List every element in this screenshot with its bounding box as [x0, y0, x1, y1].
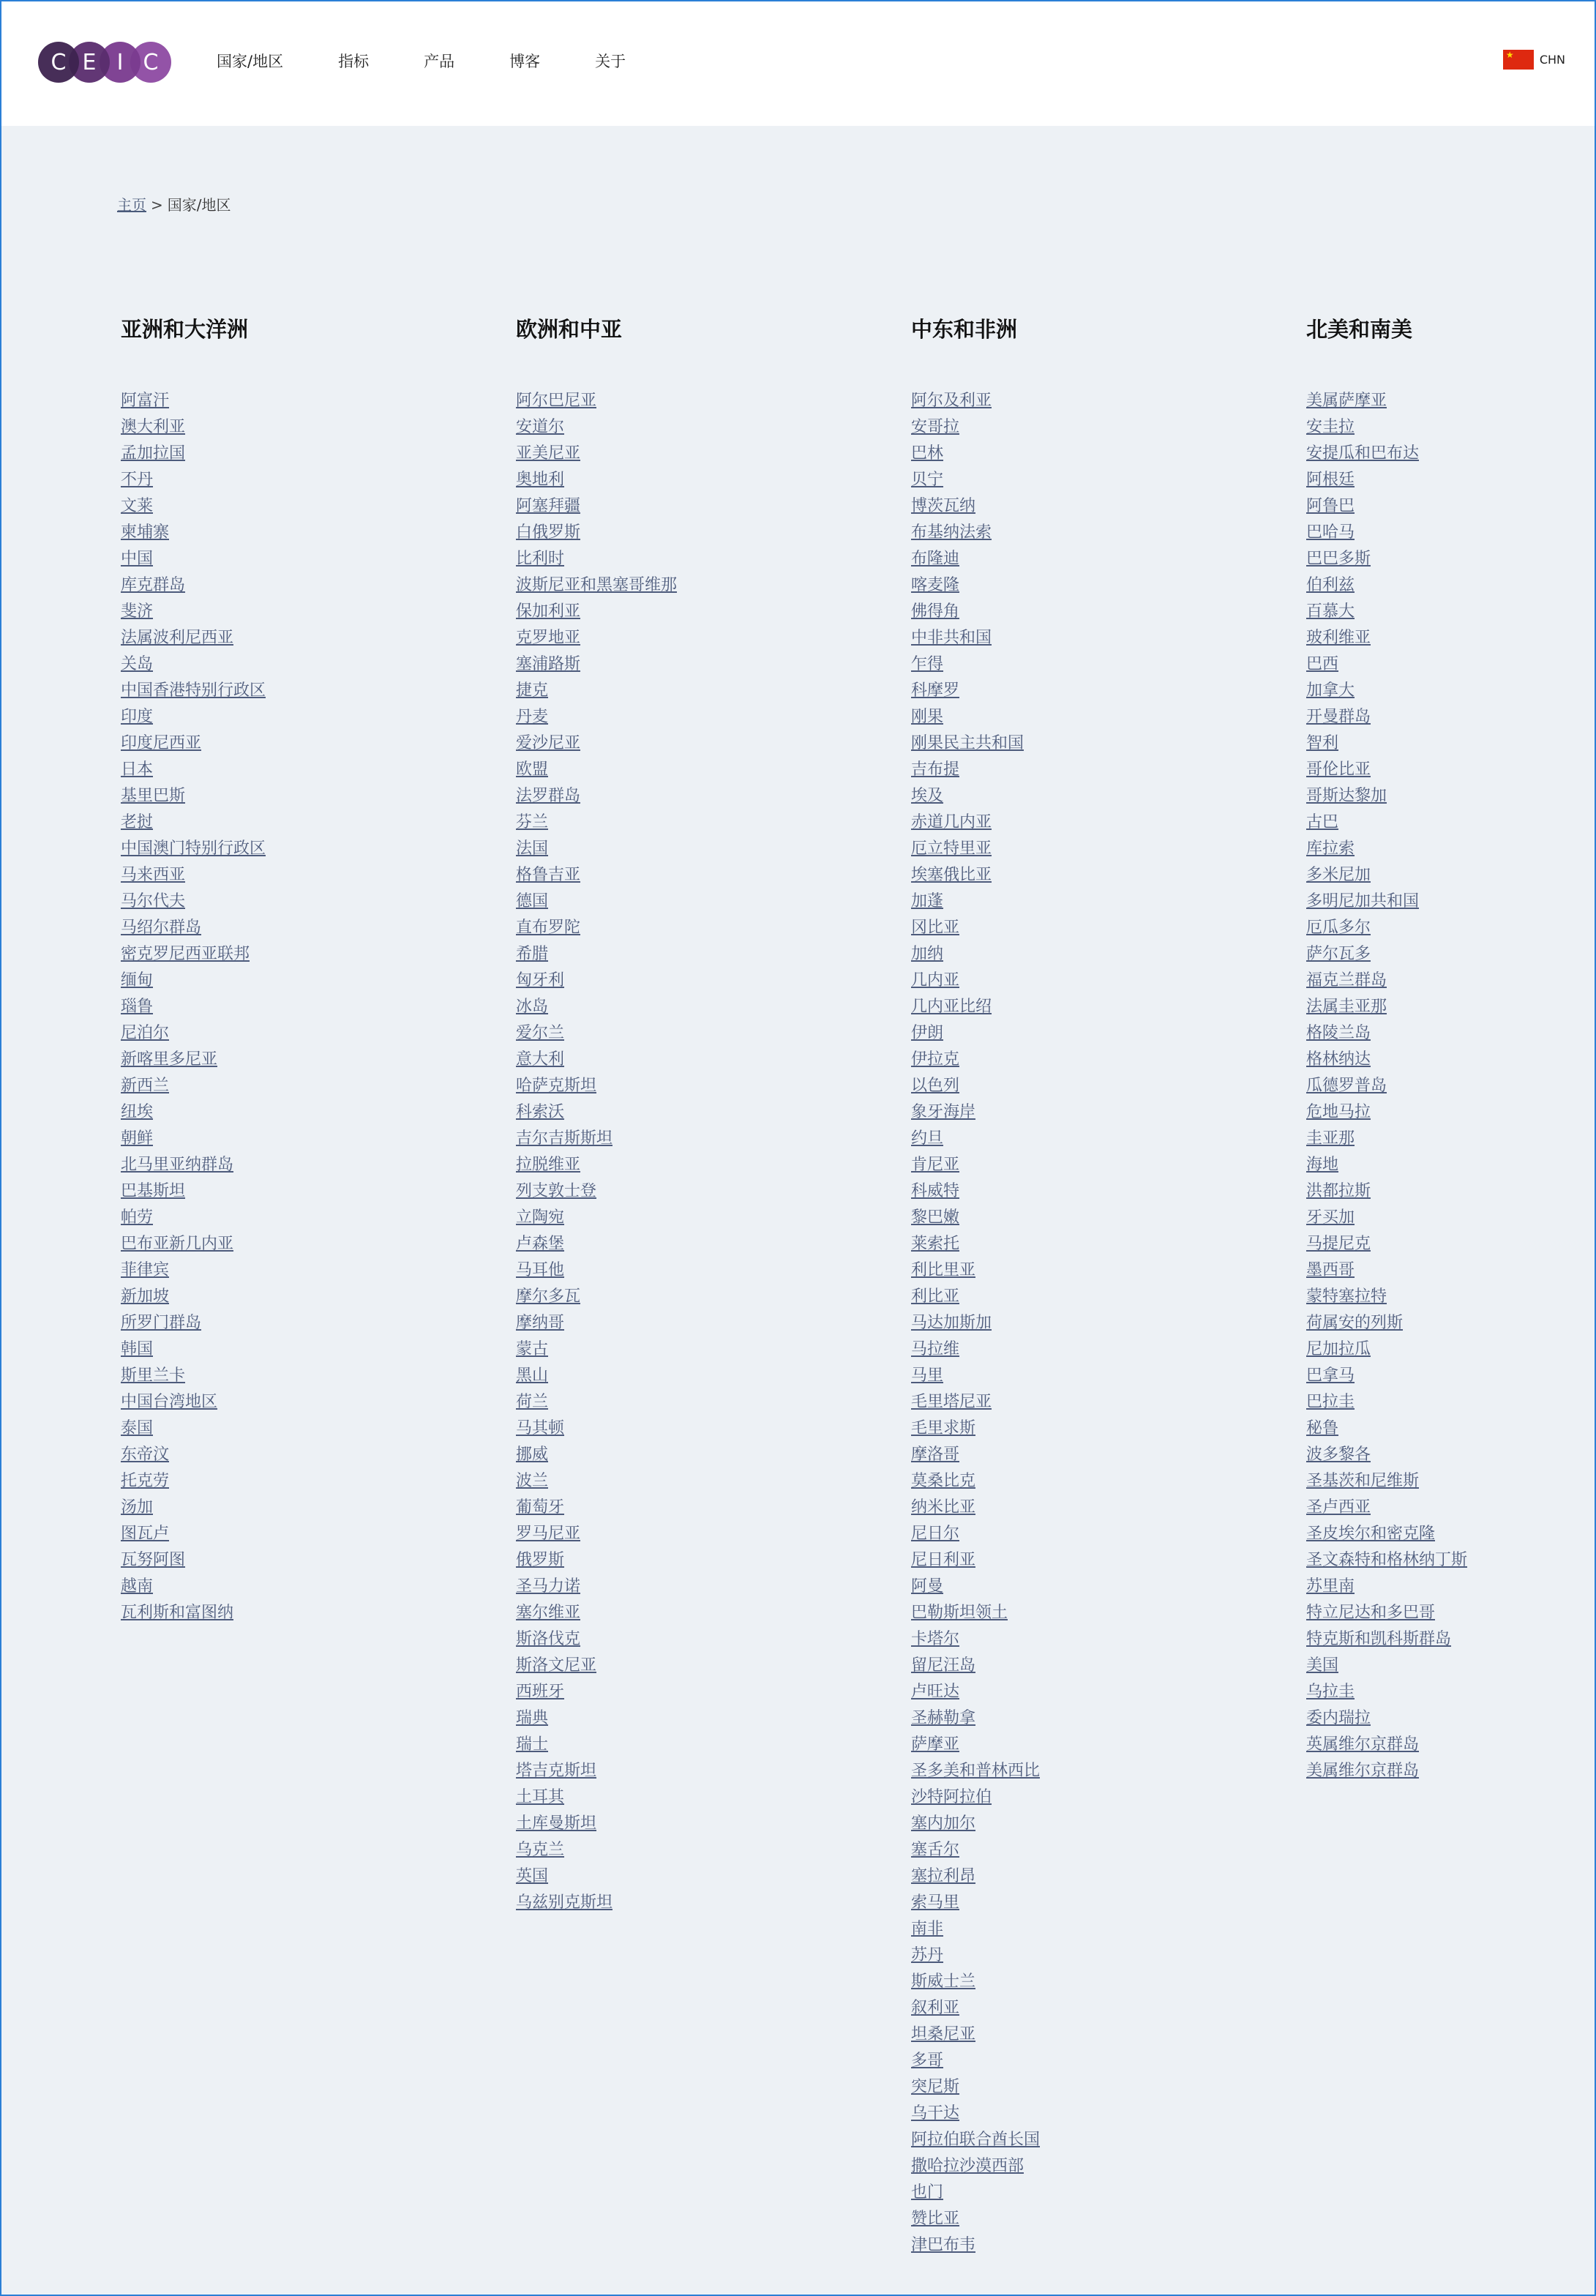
country-link[interactable]: 尼泊尔	[121, 1024, 170, 1042]
country-link[interactable]: 安圭拉	[1306, 418, 1355, 436]
country-link[interactable]: 马拉维	[911, 1340, 960, 1358]
country-link[interactable]: 阿尔巴尼亚	[516, 392, 597, 410]
country-link[interactable]: 保加利亚	[516, 602, 581, 621]
country-list	[1306, 388, 1467, 1784]
country-link[interactable]: 毛里求斯	[911, 1419, 976, 1437]
country-list	[121, 388, 266, 1626]
nav-blog[interactable]: 博客	[509, 53, 541, 70]
country-link[interactable]: 福克兰群岛	[1306, 971, 1387, 990]
country-link[interactable]: 丹麦	[516, 708, 549, 726]
nav-countries[interactable]: 国家/地区	[217, 53, 284, 70]
region-asia-oceania	[121, 309, 266, 1626]
country-link[interactable]: 克罗地亚	[516, 629, 581, 647]
country-link[interactable]: 纽埃	[121, 1103, 154, 1121]
country-link[interactable]: 瓦利斯和富图纳	[121, 1604, 234, 1622]
country-link[interactable]: 海地	[1306, 1156, 1339, 1174]
country-link[interactable]: 伯利兹	[1306, 576, 1355, 594]
country-link[interactable]: 圣赫勒拿	[911, 1709, 976, 1727]
country-link[interactable]: 马来西亚	[121, 866, 186, 884]
country-link[interactable]: 图瓦卢	[121, 1525, 170, 1543]
country-link[interactable]: 巴巴多斯	[1306, 550, 1371, 568]
country-link[interactable]: 刚果	[911, 708, 944, 726]
country-link[interactable]: 开曼群岛	[1306, 708, 1371, 726]
country-link[interactable]: 东帝汶	[121, 1446, 170, 1464]
country-link[interactable]: 蒙特塞拉特	[1306, 1287, 1387, 1306]
country-link[interactable]: 直布罗陀	[516, 919, 581, 937]
country-link[interactable]: 圣卢西亚	[1306, 1498, 1371, 1517]
country-link[interactable]: 安道尔	[516, 418, 565, 436]
country-link[interactable]: 牙买加	[1306, 1208, 1355, 1227]
country-link[interactable]: 斯里兰卡	[121, 1366, 186, 1385]
country-link[interactable]: 日本	[121, 760, 154, 779]
country-link[interactable]: 博茨瓦纳	[911, 497, 976, 515]
country-link[interactable]: 巴布亚新几内亚	[121, 1235, 234, 1253]
country-link[interactable]: 关岛	[121, 655, 154, 673]
country-link[interactable]: 冰岛	[516, 998, 549, 1016]
country-link[interactable]: 摩洛哥	[911, 1446, 960, 1464]
country-link[interactable]: 拉脱维亚	[516, 1156, 581, 1174]
country-link[interactable]: 喀麦隆	[911, 576, 960, 594]
country-link[interactable]: 百慕大	[1306, 602, 1355, 621]
country-link[interactable]: 苏丹	[911, 1946, 944, 1964]
country-link[interactable]: 卢森堡	[516, 1235, 565, 1253]
country-link[interactable]: 新喀里多尼亚	[121, 1050, 218, 1069]
country-link[interactable]: 玻利维亚	[1306, 629, 1371, 647]
country-link[interactable]: 圭亚那	[1306, 1129, 1355, 1148]
country-link[interactable]: 巴哈马	[1306, 523, 1355, 542]
country-link[interactable]: 以色列	[911, 1077, 960, 1095]
country-link[interactable]: 比利时	[516, 550, 565, 568]
country-link[interactable]: 摩纳哥	[516, 1314, 565, 1332]
country-link[interactable]: 赞比亚	[911, 2210, 960, 2228]
language-label: CHN	[1539, 53, 1565, 67]
country-link[interactable]: 莱索托	[911, 1235, 960, 1253]
country-link[interactable]: 尼日尔	[911, 1525, 960, 1543]
country-link[interactable]: 越南	[121, 1577, 154, 1596]
country-link[interactable]: 澳大利亚	[121, 418, 186, 436]
country-link[interactable]: 智利	[1306, 734, 1339, 752]
country-link[interactable]: 塞浦路斯	[516, 655, 581, 673]
country-link[interactable]: 意大利	[516, 1050, 565, 1069]
country-link[interactable]: 文莱	[121, 497, 154, 515]
country-link[interactable]: 哥伦比亚	[1306, 760, 1371, 779]
logo-letter-0: C	[38, 42, 79, 83]
country-link[interactable]: 韩国	[121, 1340, 154, 1358]
country-link[interactable]: 波斯尼亚和黑塞哥维那	[516, 576, 678, 594]
country-link[interactable]: 吉尔吉斯斯坦	[516, 1129, 613, 1148]
country-link[interactable]: 斯威士兰	[911, 1972, 976, 1991]
language-selector[interactable]	[1503, 50, 1565, 70]
breadcrumb-separator: >	[151, 196, 163, 214]
country-link[interactable]: 加蓬	[911, 892, 944, 910]
country-link[interactable]: 菲律宾	[121, 1261, 170, 1279]
country-link[interactable]: 冈比亚	[911, 919, 960, 937]
country-link[interactable]: 秘鲁	[1306, 1419, 1339, 1437]
country-link[interactable]: 纳米比亚	[911, 1498, 976, 1517]
country-link[interactable]: 塞拉利昂	[911, 1867, 976, 1885]
country-link[interactable]: 美属维尔京群岛	[1306, 1762, 1420, 1780]
country-link[interactable]: 赤道几内亚	[911, 813, 992, 831]
country-link[interactable]: 新西兰	[121, 1077, 170, 1095]
country-link[interactable]: 法国	[516, 840, 549, 858]
country-link[interactable]: 卢旺达	[911, 1683, 960, 1701]
country-link[interactable]: 阿曼	[911, 1577, 944, 1596]
country-link[interactable]: 厄瓜多尔	[1306, 919, 1371, 937]
country-link[interactable]: 土库曼斯坦	[516, 1814, 597, 1833]
country-link[interactable]: 列支敦士登	[516, 1182, 597, 1200]
country-link[interactable]: 圣文森特和格林纳丁斯	[1306, 1551, 1468, 1569]
country-link[interactable]: 格陵兰岛	[1306, 1024, 1371, 1042]
country-link[interactable]: 佛得角	[911, 602, 960, 621]
country-link[interactable]: 萨摩亚	[911, 1735, 960, 1754]
country-link[interactable]: 也门	[911, 2183, 944, 2202]
country-link[interactable]: 黎巴嫩	[911, 1208, 960, 1227]
country-list	[911, 388, 1040, 2259]
country-link[interactable]: 库拉索	[1306, 840, 1355, 858]
china-flag-icon	[1503, 50, 1534, 70]
country-link[interactable]: 朝鲜	[121, 1129, 154, 1148]
country-link[interactable]: 加拿大	[1306, 681, 1355, 700]
country-link[interactable]: 肯尼亚	[911, 1156, 960, 1174]
country-link[interactable]: 托克劳	[121, 1472, 170, 1490]
country-link[interactable]: 波多黎各	[1306, 1446, 1371, 1464]
country-link[interactable]: 墨西哥	[1306, 1261, 1355, 1279]
country-link[interactable]: 法属波利尼西亚	[121, 629, 234, 647]
country-link[interactable]: 刚果民主共和国	[911, 734, 1024, 752]
country-link[interactable]: 斯洛伐克	[516, 1630, 581, 1648]
country-link[interactable]: 多米尼加	[1306, 866, 1371, 884]
country-link[interactable]: 象牙海岸	[911, 1103, 976, 1121]
nav-indicators[interactable]: 指标	[338, 53, 370, 70]
country-link[interactable]: 斯洛文尼亚	[516, 1656, 597, 1675]
country-link[interactable]: 马绍尔群岛	[121, 919, 202, 937]
country-link[interactable]: 阿拉伯联合酋长国	[911, 2131, 1041, 2149]
country-link[interactable]: 瑞典	[516, 1709, 549, 1727]
country-link[interactable]: 莫桑比克	[911, 1472, 976, 1490]
site-header	[1, 1, 1595, 126]
country-link[interactable]: 中非共和国	[911, 629, 992, 647]
breadcrumb	[117, 193, 231, 214]
country-link[interactable]: 帕劳	[121, 1208, 154, 1227]
country-link[interactable]: 乌克兰	[516, 1841, 565, 1859]
main-nav	[217, 48, 681, 75]
region-heading: 北美和南美	[1306, 317, 1413, 342]
country-link[interactable]: 英国	[516, 1867, 549, 1885]
country-link[interactable]: 利比亚	[911, 1287, 960, 1306]
country-link[interactable]: 埃塞俄比亚	[911, 866, 992, 884]
country-link[interactable]: 巴西	[1306, 655, 1339, 673]
country-link[interactable]: 留尼汪岛	[911, 1656, 976, 1675]
country-link[interactable]: 塞尔维亚	[516, 1604, 581, 1622]
country-link[interactable]: 白俄罗斯	[516, 523, 581, 542]
region-americas	[1306, 309, 1467, 1784]
country-link[interactable]: 匈牙利	[516, 971, 565, 990]
country-link[interactable]: 利比里亚	[911, 1261, 976, 1279]
country-link[interactable]: 特克斯和凯科斯群岛	[1306, 1630, 1452, 1648]
country-link[interactable]: 爱沙尼亚	[516, 734, 581, 752]
country-link[interactable]: 中国澳门特别行政区	[121, 840, 266, 858]
country-link[interactable]: 芬兰	[516, 813, 549, 831]
country-link[interactable]: 摩尔多瓦	[516, 1287, 581, 1306]
country-link[interactable]: 老挝	[121, 813, 154, 831]
country-link[interactable]: 汤加	[121, 1498, 154, 1517]
country-link[interactable]: 马里	[911, 1366, 944, 1385]
ceic-logo[interactable]	[38, 42, 162, 83]
country-link[interactable]: 瓜德罗普岛	[1306, 1077, 1387, 1095]
country-link[interactable]: 基里巴斯	[121, 787, 186, 805]
country-link[interactable]: 特立尼达和多巴哥	[1306, 1604, 1436, 1622]
country-link[interactable]: 塞内加尔	[911, 1814, 976, 1833]
region-europe-central-asia	[516, 309, 677, 1916]
country-link[interactable]: 马达加斯加	[911, 1314, 992, 1332]
country-link[interactable]: 安哥拉	[911, 418, 960, 436]
country-link[interactable]: 荷属安的列斯	[1306, 1314, 1404, 1332]
country-link[interactable]: 欧盟	[516, 760, 549, 779]
country-link[interactable]: 奥地利	[516, 471, 565, 489]
country-link[interactable]: 埃及	[911, 787, 944, 805]
country-link[interactable]: 北马里亚纳群岛	[121, 1156, 234, 1174]
country-link[interactable]: 布隆迪	[911, 550, 960, 568]
country-link[interactable]: 多哥	[911, 2052, 944, 2070]
country-link[interactable]: 南非	[911, 1920, 944, 1938]
country-link[interactable]: 巴拿马	[1306, 1366, 1355, 1385]
country-link[interactable]: 巴拉圭	[1306, 1393, 1355, 1411]
country-link[interactable]: 叙利亚	[911, 1999, 960, 2017]
region-middle-east-africa	[911, 309, 1040, 2259]
country-link[interactable]: 蒙古	[516, 1340, 549, 1358]
country-link[interactable]: 瓦努阿图	[121, 1551, 186, 1569]
country-link[interactable]: 洪都拉斯	[1306, 1182, 1371, 1200]
country-link[interactable]: 圣马力诺	[516, 1577, 581, 1596]
country-link[interactable]: 波兰	[516, 1472, 549, 1490]
country-link[interactable]: 英属维尔京群岛	[1306, 1735, 1420, 1754]
country-link[interactable]: 吉布提	[911, 760, 960, 779]
country-link[interactable]: 荷兰	[516, 1393, 549, 1411]
country-link[interactable]: 印度尼西亚	[121, 734, 202, 752]
country-link[interactable]: 委内瑞拉	[1306, 1709, 1371, 1727]
country-link[interactable]: 伊拉克	[911, 1050, 960, 1069]
country-link[interactable]: 乍得	[911, 655, 944, 673]
country-link[interactable]: 中国台湾地区	[121, 1393, 218, 1411]
country-link[interactable]: 西班牙	[516, 1683, 565, 1701]
country-link[interactable]: 马提尼克	[1306, 1235, 1371, 1253]
country-link[interactable]: 密克罗尼西亚联邦	[121, 945, 250, 963]
country-link[interactable]: 阿根廷	[1306, 471, 1355, 489]
country-link[interactable]: 加纳	[911, 945, 944, 963]
country-link[interactable]: 阿尔及利亚	[911, 392, 992, 410]
country-link[interactable]: 土耳其	[516, 1788, 565, 1806]
country-link[interactable]: 哈萨克斯坦	[516, 1077, 597, 1095]
region-heading: 中东和非洲	[911, 317, 1018, 342]
country-link[interactable]: 尼日利亚	[911, 1551, 976, 1569]
country-link[interactable]: 马耳他	[516, 1261, 565, 1279]
breadcrumb-current: 国家/地区	[167, 196, 231, 214]
country-link[interactable]: 圣基茨和尼维斯	[1306, 1472, 1420, 1490]
country-link[interactable]: 不丹	[121, 471, 154, 489]
country-link[interactable]: 撒哈拉沙漠西部	[911, 2157, 1024, 2175]
country-link[interactable]: 法罗群岛	[516, 787, 581, 805]
country-link[interactable]: 马尔代夫	[121, 892, 186, 910]
country-link[interactable]: 葡萄牙	[516, 1498, 565, 1517]
country-link[interactable]: 阿塞拜疆	[516, 497, 581, 515]
country-link[interactable]: 挪威	[516, 1446, 549, 1464]
country-link[interactable]: 印度	[121, 708, 154, 726]
country-link[interactable]: 坦桑尼亚	[911, 2025, 976, 2043]
country-link[interactable]: 中国	[121, 550, 154, 568]
country-link[interactable]: 危地马拉	[1306, 1103, 1371, 1121]
country-list	[516, 388, 677, 1916]
country-link[interactable]: 巴基斯坦	[121, 1182, 186, 1200]
country-link[interactable]: 圣皮埃尔和密克隆	[1306, 1525, 1436, 1543]
country-link[interactable]: 德国	[516, 892, 549, 910]
country-link[interactable]: 亚美尼亚	[516, 444, 581, 463]
country-link[interactable]: 斐济	[121, 602, 154, 621]
country-link[interactable]: 立陶宛	[516, 1208, 565, 1227]
country-link[interactable]: 几内亚比绍	[911, 998, 992, 1016]
country-link[interactable]: 哥斯达黎加	[1306, 787, 1387, 805]
country-link[interactable]: 俄罗斯	[516, 1551, 565, 1569]
flag-star-icon: ★	[1505, 50, 1514, 60]
breadcrumb-home-link[interactable]: 主页	[117, 196, 146, 214]
country-link[interactable]: 科索沃	[516, 1103, 565, 1121]
country-link[interactable]: 新加坡	[121, 1287, 170, 1306]
country-link[interactable]: 几内亚	[911, 971, 960, 990]
country-link[interactable]: 尼加拉瓜	[1306, 1340, 1371, 1358]
country-link[interactable]: 萨尔瓦多	[1306, 945, 1371, 963]
country-link[interactable]: 所罗门群岛	[121, 1314, 202, 1332]
country-link[interactable]: 格林纳达	[1306, 1050, 1371, 1069]
logo-letter-3: C	[130, 42, 171, 83]
country-link[interactable]: 捷克	[516, 681, 549, 700]
country-link[interactable]: 瑞士	[516, 1735, 549, 1754]
nav-products[interactable]: 产品	[424, 53, 455, 70]
country-link[interactable]: 厄立特里亚	[911, 840, 992, 858]
country-link[interactable]: 突尼斯	[911, 2078, 960, 2096]
country-link[interactable]: 贝宁	[911, 471, 944, 489]
country-link[interactable]: 安提瓜和巴布达	[1306, 444, 1420, 463]
country-link[interactable]: 马其顿	[516, 1419, 565, 1437]
country-link[interactable]: 法属圭亚那	[1306, 998, 1387, 1016]
logo-letter-1: E	[69, 42, 110, 83]
region-heading: 亚洲和大洋洲	[121, 317, 249, 342]
country-link[interactable]: 卡塔尔	[911, 1630, 960, 1648]
country-link[interactable]: 乌兹别克斯坦	[516, 1893, 613, 1912]
country-link[interactable]: 罗马尼亚	[516, 1525, 581, 1543]
nav-about[interactable]: 关于	[595, 53, 626, 70]
country-link[interactable]: 瑙鲁	[121, 998, 154, 1016]
country-link[interactable]: 美属萨摩亚	[1306, 392, 1387, 410]
country-link[interactable]: 乌拉圭	[1306, 1683, 1355, 1701]
country-link[interactable]: 塞舌尔	[911, 1841, 960, 1859]
country-link[interactable]: 缅甸	[121, 971, 154, 990]
country-link[interactable]: 爱尔兰	[516, 1024, 565, 1042]
region-heading: 欧洲和中亚	[516, 317, 623, 342]
country-link[interactable]: 伊朗	[911, 1024, 944, 1042]
country-link[interactable]: 古巴	[1306, 813, 1339, 831]
country-link[interactable]: 希腊	[516, 945, 549, 963]
country-link[interactable]: 约旦	[911, 1129, 944, 1148]
country-link[interactable]: 黑山	[516, 1366, 549, 1385]
country-link[interactable]: 阿鲁巴	[1306, 497, 1355, 515]
country-link[interactable]: 塔吉克斯坦	[516, 1762, 597, 1780]
country-link[interactable]: 格鲁吉亚	[516, 866, 581, 884]
country-link[interactable]: 布基纳法索	[911, 523, 992, 542]
country-link[interactable]: 美国	[1306, 1656, 1339, 1675]
country-link[interactable]: 毛里塔尼亚	[911, 1393, 992, 1411]
country-link[interactable]: 科威特	[911, 1182, 960, 1200]
country-link[interactable]: 阿富汗	[121, 392, 170, 410]
country-link[interactable]: 中国香港特别行政区	[121, 681, 266, 700]
logo-letter-2: I	[100, 42, 141, 83]
country-link[interactable]: 柬埔寨	[121, 523, 170, 542]
country-link[interactable]: 圣多美和普林西比	[911, 1762, 1041, 1780]
country-link[interactable]: 孟加拉国	[121, 444, 186, 463]
country-link[interactable]: 科摩罗	[911, 681, 960, 700]
country-link[interactable]: 巴林	[911, 444, 944, 463]
country-link[interactable]: 苏里南	[1306, 1577, 1355, 1596]
country-link[interactable]: 库克群岛	[121, 576, 186, 594]
country-link[interactable]: 巴勒斯坦领土	[911, 1604, 1008, 1622]
country-link[interactable]: 泰国	[121, 1419, 154, 1437]
country-link[interactable]: 津巴布韦	[911, 2236, 976, 2254]
country-link[interactable]: 沙特阿拉伯	[911, 1788, 992, 1806]
country-link[interactable]: 乌干达	[911, 2104, 960, 2123]
country-link[interactable]: 多明尼加共和国	[1306, 892, 1420, 910]
country-link[interactable]: 索马里	[911, 1893, 960, 1912]
